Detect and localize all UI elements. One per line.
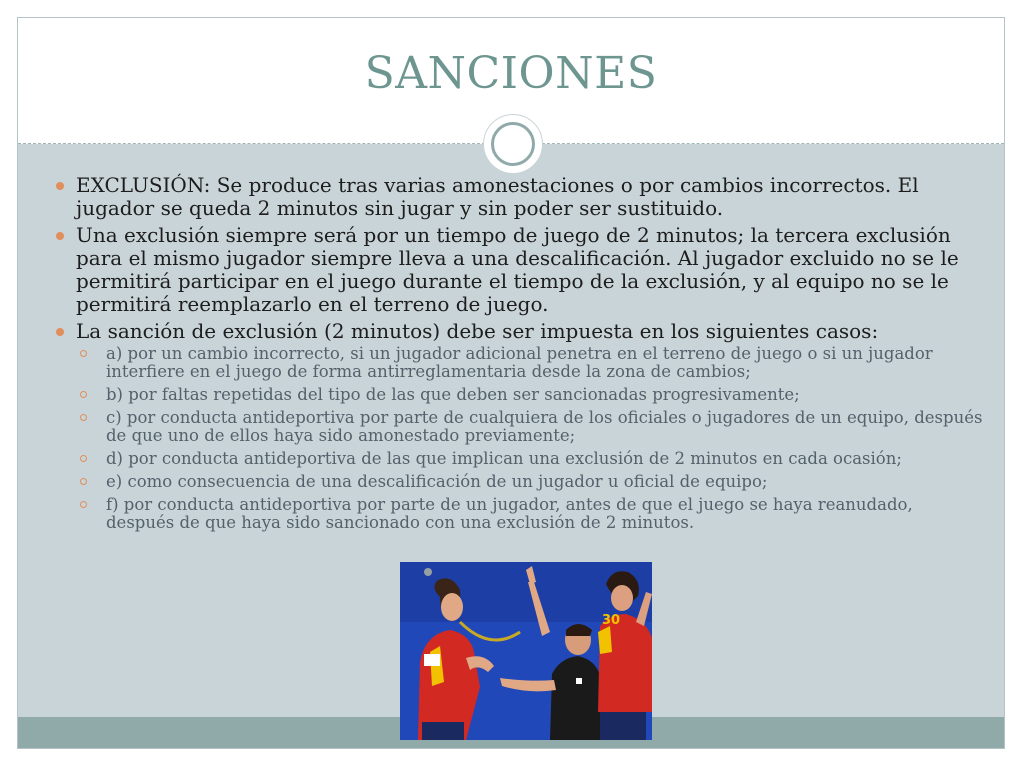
sub-bullet-text: d) por conducta antideportiva de las que implican una exclusión de 2 minutos en cada ocasión; [106, 449, 902, 468]
right-player-face [611, 585, 633, 611]
jersey-number: 30 [602, 613, 621, 628]
bullet-text: Una exclusión siempre será por un tiempo de juego de 2 minutos; la tercera exclusión para el mismo jugador siempre lleva a una descalificación. Al jugador excluido no se le permitirá participar en el juego durante el tiempo de la exclusión, y al equipo no se le permitirá reemplazarlo en el terreno de juego. [76, 223, 959, 316]
bullet-text: La sanción de exclusión (2 minutos) debe ser impuesta en los siguientes casos: [76, 319, 879, 343]
ring-bullet-icon [80, 350, 87, 357]
sub-bullet-text: f) por conducta antideportiva por parte de un jugador, antes de que el juego se haya reanudado, después de que haya sido sancionado con una exclusión de 2 minutos. [106, 495, 913, 532]
slide-frame [17, 17, 1005, 749]
bullet-dot-icon [56, 232, 64, 240]
sub-bullet-b [76, 386, 986, 404]
court-light [424, 568, 432, 576]
left-player-face [441, 593, 463, 621]
handball-referee-photo [400, 562, 652, 740]
bullet-cases [56, 320, 986, 532]
ring-bullet-icon [80, 501, 87, 508]
sub-bullet-text: a) por un cambio incorrecto, si un jugador adicional penetra en el terreno de juego o si un jugador interfiere en el juego de forma antirreglamentaria desde la zona de cambios; [106, 344, 933, 381]
sub-bullet-a [76, 345, 986, 381]
sub-bullet-text: c) por conducta antideportiva por parte de cualquiera de los oficiales o jugadores de un equipo, después de que uno de ellos haya sido amonestado previamente; [106, 408, 983, 445]
bullet-dot-icon [56, 328, 64, 336]
bullet-exclusion [56, 174, 986, 220]
sub-bullet-list [76, 345, 986, 532]
right-player-shorts [600, 712, 646, 740]
bullet-list [56, 174, 986, 537]
ring-bullet-icon [80, 455, 87, 462]
circle-ornament-icon [483, 114, 543, 174]
photo-illustration [400, 562, 652, 740]
sub-bullet-d [76, 450, 986, 468]
bullet-dot-icon [56, 182, 64, 190]
left-player-shorts [422, 722, 464, 740]
ring-bullet-icon [80, 391, 87, 398]
ornament-ring [491, 122, 535, 166]
slide-title: SANCIONES [364, 48, 658, 99]
sub-bullet-f [76, 496, 986, 532]
sub-bullet-c [76, 409, 986, 445]
bullet-duration [56, 224, 986, 316]
ring-bullet-icon [80, 478, 87, 485]
sub-bullet-e [76, 473, 986, 491]
left-player-badge [424, 654, 440, 666]
ring-bullet-icon [80, 414, 87, 421]
bullet-text: EXCLUSIÓN: Se produce tras varias amonestaciones o por cambios incorrectos. El jugador se queda 2 minutos sin jugar y sin poder ser sustituido. [76, 173, 919, 220]
sub-bullet-text: e) como consecuencia de una descalificación de un jugador u oficial de equipo; [106, 472, 768, 491]
sub-bullet-text: b) por faltas repetidas del tipo de las que deben ser sancionadas progresivamente; [106, 385, 800, 404]
referee-emblem [576, 678, 582, 684]
referee-shirt [550, 656, 602, 740]
